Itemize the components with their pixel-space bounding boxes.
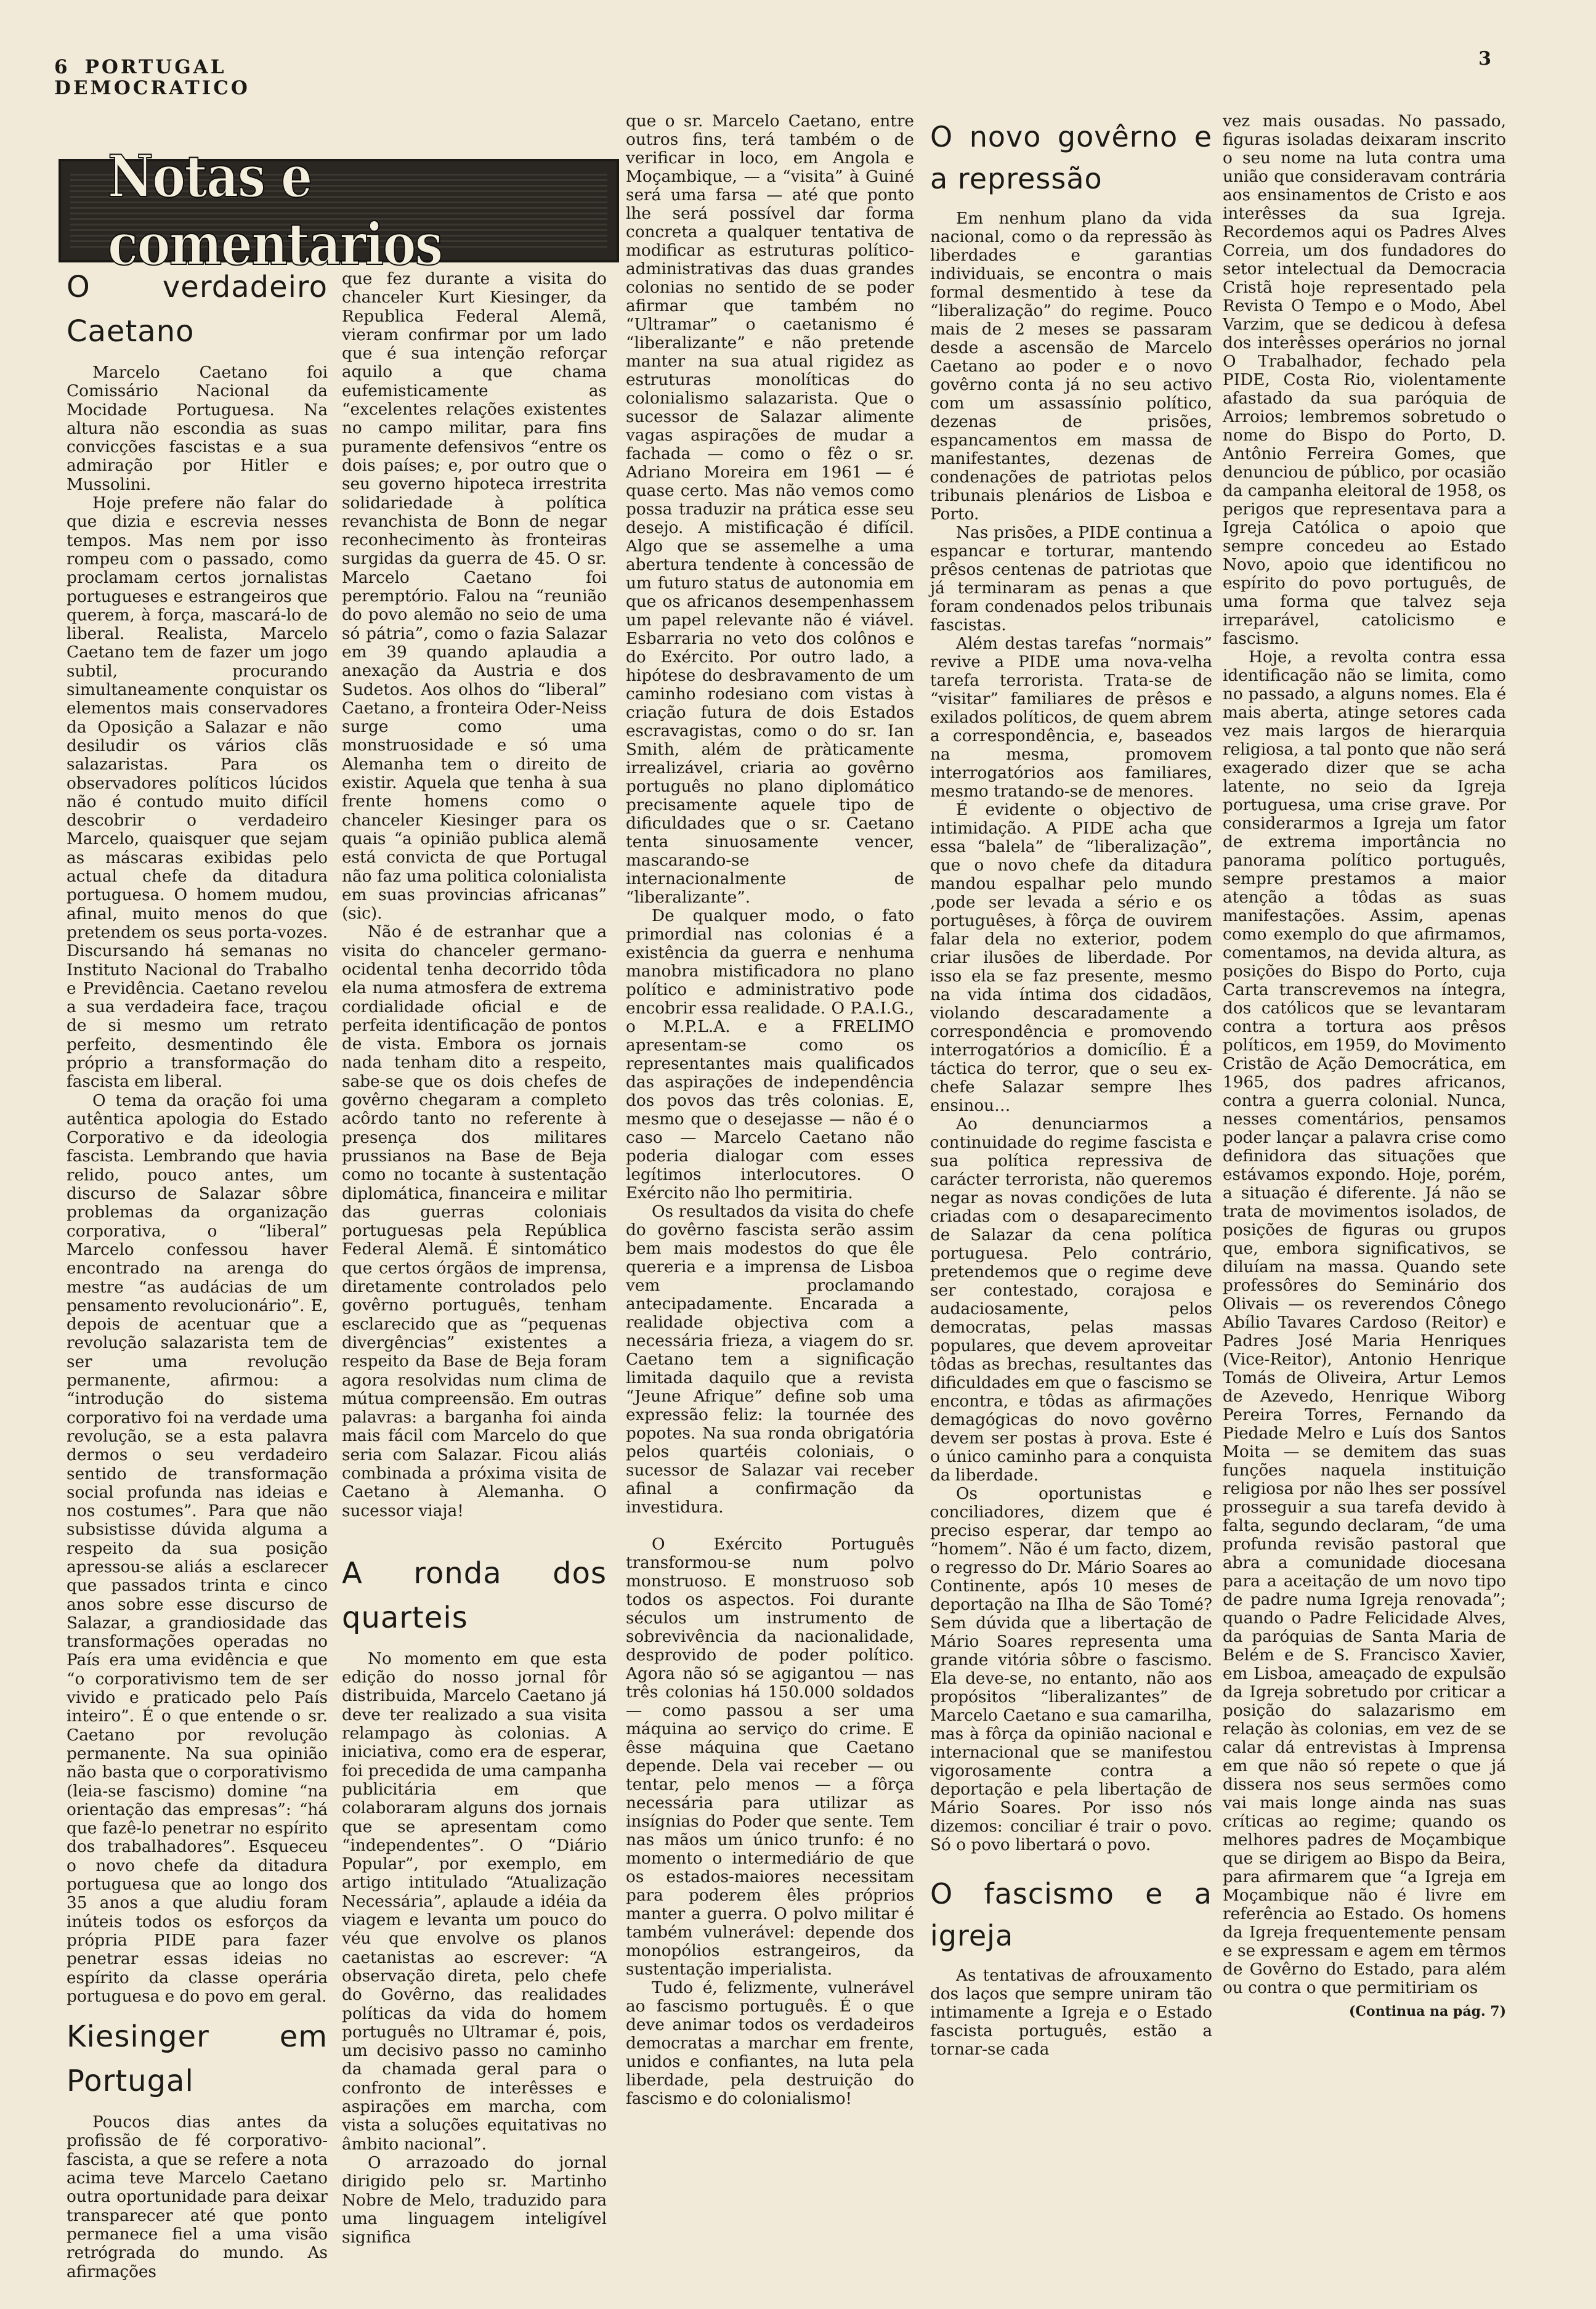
paragraph: Os resultados da visita do chefe do govêrno fascista serão assim bem mais modestos do que êle quereria e a imprensa de Lisboa vem proclamando antecipadamente. Encarada a realidade objectiva com a necessária frieza, a viagem do sr. Caetano tem a significação limitada daquilo que a revista “Jeune Afrique” define sob uma expressão feliz: la tournée des popotes. Na sua ronda obrigatória pelos quartéis coloniais, o sucessor de Salazar vai receber afinal a confirmação da investidura. <box>626 1203 914 1517</box>
paragraph: É evidente o objectivo de intimidação. A PIDE acha que essa “balela” de “liberalização”, que o novo chefe da ditadura mandou espalhar pelo mundo ,pode ser levada a sério e os portuguêses, à fôrça de ouvirem falar dela no exterior, podem criar ilusões de liberdade. Por isso ela se faz presente, mesmo na vida íntima dos cidadãos, violando descaradamente a correspondência e promovendo interrogatórios a domicílio. É a táctica do terror, que o seu ex-chefe Salazar sempre lhes ensinou… <box>930 801 1212 1115</box>
paragraph: Os oportunistas e conciliadores, dizem que é preciso esperar, dar tempo ao “homem”. Não é um facto, dizem, o regresso do Dr. Mário Soares ao Continente, após 10 meses de deportação na Ilha de São Tomé? Sem dúvida que a libertação de Mário Soares representa uma grande vitória sôbre o fascismo. Ela deve-se, no entanto, não aos propósitos “liberalizantes” de Marcelo Caetano e sua camarilha, mas à fôrça da opinião nacional e internacional que se manifestou vigorosamente contra a deportação e pela libertação de Mário Soares. Por isso nós dizemos: conciliar é trair o povo. Só o povo libertará o povo. <box>930 1485 1212 1854</box>
article-title-ronda-quarteis: A ronda dos quarteis <box>342 1556 607 1635</box>
paragraph: O tema da oração foi uma autêntica apologia do Estado Corporativo e da ideologia fascista. Lembrando que havia relido, pouco antes, um discurso de Salazar sôbre problemas da organização corporativa, o “liberal” Marcelo confessou haver encontrado na arenga do mestre “as audácias de um pensamento revolucionário”. E, depois de acentuar que a revolução salazarista tem de ser uma revolução permanente, afirmou: a “introdução do sistema corporativo foi na verdade uma revolução, se a esta palavra dermos o seu verdadeiro sentido de transformação social profunda nas ideias e nos costumes”. Para que não subsistisse dúvida alguma a respeito da sua posição apressou-se aliás a esclarecer que passados trinta e cinco anos sobre esse discurso de Salazar, a grandiosidade das transformações operadas no País era uma evidência e que “o corporativismo tem de ser vivido e praticado pelo País inteiro”. É o que entende o sr. Caetano por revolução permanente. Na sua opinião não basta que o corporativismo (leia-se fascismo) domine “na orientação das empresas”: “há que fazê-lo penetrar no espírito dos trabalhadores”. Esqueceu o novo chefe da ditadura portuguesa que ao longo dos 35 anos a que aludiu foram inúteis todos os esforços da própria PIDE para fazer penetrar essas ideias no espírito da classe operária portuguesa e do povo em geral. <box>67 1091 328 2006</box>
masthead-prefix: 6 <box>54 56 70 78</box>
article-title-verdadeiro-caetano: O verdadeiro Caetano <box>67 270 328 349</box>
paragraph: Hoje prefere não falar do que dizia e escrevia nesses tempos. Mas nem por isso rompeu com o passado, como proclamam certos jornalistas portugueses e estrangeiros que querem, à força, mascará-lo de liberal. Realista, Marcelo Caetano tem de fazer um jogo subtil, procurando simultaneamente conquistar os elementos mais conservadores da Oposição a Salazar e não desiludir os vários clãs salazaristas. Para os observadores políticos lúcidos não é contudo muito difícil descobrir o verdadeiro Marcelo, quaisquer que sejam as máscaras exibidas pelo actual chefe da ditadura portuguesa. O homem mudou, afinal, muito menos do que pretendem os seus porta-vozes. Discursando há semanas no Instituto Nacional do Trabalho e Previdência. Caetano revelou a sua verdadeira face, traçou de si mesmo um retrato perfeito, desmentindo êle próprio a transformação do fascista em liberal. <box>67 494 328 1092</box>
paragraph: No momento em que esta edição do nosso jornal fôr distribuida, Marcelo Caetano já deve ter realizado a sua visita relampago às colonias. A iniciativa, como era de esperar, foi precedida de uma campanha publicitária em que colaboraram alguns dos jornais que se apresentam como “independentes”. O “Diário Popular”, por exemplo, em artigo intitulado “Atualização Necessária”, aplaude a idéia da viagem e levanta um pouco do véu que envolve os planos caetanistas ao escrever: “A observação direta, pelo chefe do Govêrno, das realidades políticas da vida do homem português no Ultramar é, pois, um decisivo passo no caminho da chamada geral para o confronto de interêsses e aspirações em marcha, com vista a soluções equitativas no âmbito nacional”. <box>342 1649 607 2154</box>
column-3 <box>626 112 914 2108</box>
banner-inner <box>70 143 607 278</box>
article-title-kiesinger: Kiesinger em Portugal <box>67 2019 328 2099</box>
paragraph: que fez durante a visita do chanceler Kurt Kiesinger, da Republica Federal Alemã, vieram confirmar por um lado que é sua intenção reforçar aquilo a que chama eufemisticamente as “excelentes relações existentes no campo militar, para fins puramente defensivos “entre os dois países; e, por outro que o seu governo hipoteca irrestrita solidariedade à política revanchista de Bonn de negar reconhecimento às fronteiras surgidas da guerra de 45. O sr. Marcelo Caetano foi peremptório. Falou na “reunião do povo alemão no seio de uma só pátria”, como o fazia Salazar em 39 quando aplaudia a anexação da Austria e dos Sudetos. Aos olhos do “liberal” Caetano, a fronteira Oder-Neiss surge como uma monstruosidade e só uma Alemanha tem o direito de existir. Aquela que tenha à sua frente homens como o chanceler Kiesinger para os quais “a opinião publica alemã está convicta de que Portugal não faz uma politica colonialista em suas provincias africanas” (sic). <box>342 270 607 923</box>
column-2 <box>342 270 607 2247</box>
article-title-fascismo-igreja: O fascismo e a igreja <box>930 1877 1212 1952</box>
banner-title: Notas e comentarios <box>108 143 442 278</box>
paragraph: O Exército Português transformou-se num polvo monstruoso. E monstruoso sob todos os aspectos. Foi durante séculos um instrumento de sobrevivência da nacionalidade, desprovido de poder político. Agora não só se agigantou — nas três colonias há 150.000 soldados — como passou a ser uma máquina ao serviço do crime. E êsse máquina que Caetano depende. Dela vai receber — ou tentar, pelo menos — a fôrça necessária para utilizar as insígnias do Poder que sente. Tem nas mãos um único trunfo: é no momento o intermediário de que os estados-maiores necessitam para poderem êles próprios manter a guerra. O polvo militar é também vulnerável: depende dos monopólios estrangeiros, da sustentação imperialista. <box>626 1535 914 1979</box>
paragraph: Não é de estranhar que a visita do chanceler germano-ocidental tenha decorrido tôda ela numa atmosfera de extrema cordialidade oficial e de perfeita identificação de pontos de vista. Embora os jornais nada tenham dito a respeito, sabe-se que os dois chefes de govêrno chegaram a completo acôrdo tanto no referente à presença dos militares prussianos na Base de Beja como no tocante à sustentação diplomática, financeira e militar das guerras coloniais portuguesas pela República Federal Alemã. É sintomático que certos órgãos de imprensa, diretamente controlados pelo govêrno português, tenham esclarecido que as “pequenas divergências” existentes a respeito da Base de Beja foram agora resolvidas num clima de mútua compreensão. Em outras palavras: a barganha foi ainda mais fácil com Marcelo do que seria com Salazar. Ficou aliás combinada a próxima visita de Caetano à Alemanha. O sucessor viaja! <box>342 923 607 1520</box>
masthead-line1: PORTUGAL <box>84 56 227 78</box>
column-5 <box>1223 112 1506 2021</box>
column-4 <box>930 112 1212 2059</box>
section-banner <box>59 143 619 278</box>
paragraph: As tentativas de afrouxamento dos laços que sempre uniram tão intimamente a Igreja e o Estado fascista português, estão a tornar-se cada <box>930 1966 1212 2059</box>
masthead-line2: DEMOCRATICO <box>54 77 250 99</box>
paragraph: Nas prisões, a PIDE continua a espancar e torturar, mantendo prêsos centenas de patriotas que já terminaram as penas a que foram condenados pelos tribunais fascistas. <box>930 524 1212 635</box>
paragraph: O arrazoado do jornal dirigido pelo sr. Martinho Nobre de Melo, traduzido para uma linguagem inteligível significa <box>342 2153 607 2247</box>
paragraph: vez mais ousadas. No passado, figuras isoladas deixaram inscrito o seu nome na luta contra uma união que consideravam contrária aos ensinamentos de Cristo e aos interêsses da sua Igreja. Recordemos aqui os Padres Alves Correia, um dos fundadores do setor intelectual da Democracia Cristã hoje representado pela Revista O Tempo e o Modo, Abel Varzim, que se dedicou à defesa dos interêsses operários no jornal O Trabalhador, fechado pela PIDE, Costa Rio, violentamente afastado da sua paróquia de Arroios; lembremos sobretudo o nome do Bispo do Porto, D. Antônio Ferreira Gomes, que denunciou de público, por ocasião da campanha eleitoral de 1958, os perigos que representava para a Igreja Católica o apoio que sempre concedeu ao Estado Novo, apoio que identificou no espírito do povo português, de uma forma que talvez seja irreparável, catolicismo e fascismo. <box>1223 112 1506 648</box>
paragraph: Ao denunciarmos a continuidade do regime fascista e sua política repressiva de carácter terrorista, não queremos negar as novas condições de luta criadas com o desaparecimento de Salazar da cena política portuguesa. Pelo contrário, pretendemos que o regime deve ser contestado, corajosa e audaciosamente, pelos democratas, pelas massas populares, que devem aproveitar tôdas as brechas, resultantes das dificuldades em que o fascismo se encontra, e tôdas as afirmações demagógicas do novo govêrno devem ser postas à prova. Este é o único caminho para a conquista da liberdade. <box>930 1115 1212 1485</box>
paragraph: Poucos dias antes da profissão de fé corporativo-fascista, a que se refere a nota acima teve Marcelo Caetano outra oportunidade para deixar transparecer até que ponto permanece fiel a uma visão retrógrada do mundo. As afirmações <box>67 2113 328 2281</box>
paragraph: Marcelo Caetano foi Comissário Nacional da Mocidade Portuguesa. Na altura não escondia as suas convicções fascistas e a sua admiração por Hitler e Mussolini. <box>67 363 328 494</box>
paragraph: Além destas tarefas “normais” revive a PIDE uma nova-velha tarefa terrorista. Trata-se de “visitar” familiares de prêsos e exilados políticos, de quem abrem a correspondência, e, baseados na mesma, promovem interrogatórios aos familiares, mesmo tratando-se de menores. <box>930 635 1212 801</box>
paragraph: Em nenhum plano da vida nacional, como o da repressão às liberdades e garantias individuais, se encontra o mais formal desmentido à tese da “liberalização” do regime. Pouco mais de 2 meses se passaram desde a ascensão de Marcelo Caetano ao poder e o novo govêrno conta já no seu activo com um assassínio político, dezenas de prisões, espancamentos em massa de manifestantes, dezenas de condenações de patriotas pelos tribunais plenários de Lisboa e Porto. <box>930 209 1212 524</box>
continued-note: (Continua na pág. 7) <box>1349 2003 1506 2019</box>
article-title-novo-governo: O novo govêrno e a repressão <box>930 120 1212 195</box>
paragraph: De qualquer modo, o fato primordial nas colonias é a existência da guerra e nenhuma manobra mistificadora no plano político e administrativo pode encobrir essa realidade. O P.A.I.G., o M.P.L.A. e a FRELIMO apresentam-se como os representantes mais qualificados das aspirações de independência dos povos das três colonias. E, mesmo que o desejasse — não é o caso — Marcelo Caetano não poderia dialogar com esses legítimos interlocutores. O Exército não lho permitiria. <box>626 907 914 1203</box>
paragraph: Tudo é, felizmente, vulnerável ao fascismo português. É o que deve animar todos os verdadeiros democratas a marchar em frente, unidos e confiantes, na luta pela liberdade, pela destruição do fascismo e do colonialismo! <box>626 1979 914 2108</box>
column-1 <box>67 265 328 2281</box>
page-number: 3 <box>1478 48 1491 70</box>
paragraph: que o sr. Marcelo Caetano, entre outros fins, terá também o de verificar in loco, em Angola e Moçambique, — a “visita” à Guiné será uma farsa — até que ponto lhe será possível dar forma concreta a qualquer tentativa de modificar as estruturas político-administrativas das duas grandes colonias no sentido de se poder afirmar que também no “Ultramar” o caetanismo é “liberalizante” e não pretende manter na sua atual rigidez as estruturas monolíticas do colonialismo salazarista. Que o sucessor de Salazar alimente vagas aspirações de mudar a fachada — como o fêz o sr. Adriano Moreira em 1961 — é quase certo. Mas não vemos como possa traduzir na prática esse seu desejo. A mistificação é difícil. Algo que se assemelhe a uma abertura tendente à concessão de um futuro status de autonomia em que os africanos desempenhassem um papel relevante não é viável. Esbarraria no veto dos colônos e do Exército. Por outro lado, a hipótese do desbravamento de um caminho rodesiano com vistas à criação futura de dois Estados escravagistas, como o do sr. Ian Smith, além de pràticamente irrealizável, criaria ao govêrno português no plano diplomático precisamente aquele tipo de dificuldades que o sr. Caetano tenta sinuosamente vencer, mascarando-se internacionalmente de “liberalizante”. <box>626 112 914 907</box>
paragraph: Hoje, a revolta contra essa identificação não se limita, como no passado, a alguns nomes. Ela é mais aberta, atinge setores cada vez mais largos de hierarquia religiosa, a tal ponto que não será exagerado dizer que se acha latente, no seio da Igreja portuguesa, uma crise grave. Por considerarmos a Igreja um fator de extrema importância no panorama político português, sempre prestamos a maior atenção a tôdas as suas manifestações. Assim, apenas como exemplo do que afirmamos, comentamos, na devida altura, as posições do Bispo do Porto, cuja Carta transcrevemos na íntegra, dos católicos que se levantaram contra a tortura aos prêsos políticos, em 1959, do Movimento Cristão de Ação Democrática, em 1965, dos padres africanos, contra a guerra colonial. Nunca, nesses comentários, pensamos poder lançar a palavra crise como definidora das situações que estávamos expondo. Hoje, porém, a situação é diferente. Já não se trata de movimentos isolados, de posições de figuras ou grupos que, embora significativos, se diluíam na massa. Quando sete professôres do Seminário dos Olivais — os reverendos Cônego Abílio Tavares Cardoso (Reitor) e Padres José Maria Henriques (Vice-Reitor), Antonio Henrique Tomás de Oliveira, Artur Lemos de Azevedo, Henrique Wiborg Pereira Torres, Fernando da Piedade Melro e Luís dos Santos Moita — se demitem das suas funções naquela instituição religiosa por não lhes ser possível prosseguir a sua tarefa devido à falta, segundo declaram, “de uma profunda revisão pastoral que abra a comunidade diocesana para a aceitação de um novo tipo de padre numa Igreja renovada”; quando o Padre Felicidade Alves, da paróquias de Santa Maria de Belém e de S. Francisco Xavier, em Lisboa, ameaçado de expulsão da Igreja sobretudo por criticar a posição do salazarismo em relação às colonias, em vez de se calar dá entrevistas à Imprensa em que não só repete o que já dissera nos seus sermões como vai mais longe ainda nas suas críticas ao regime; quando os melhores padres de Moçambique que se dirigem ao Bispo da Beira, para afirmarem que “a Igreja em Moçambique não é livre em referência ao Estado. Os homens da Igreja frequentemente pensam e se expressam e agem em têrmos de Govêrno do Estado, para além ou contra o que permitiriam os <box>1223 648 1506 1997</box>
masthead <box>54 57 250 99</box>
